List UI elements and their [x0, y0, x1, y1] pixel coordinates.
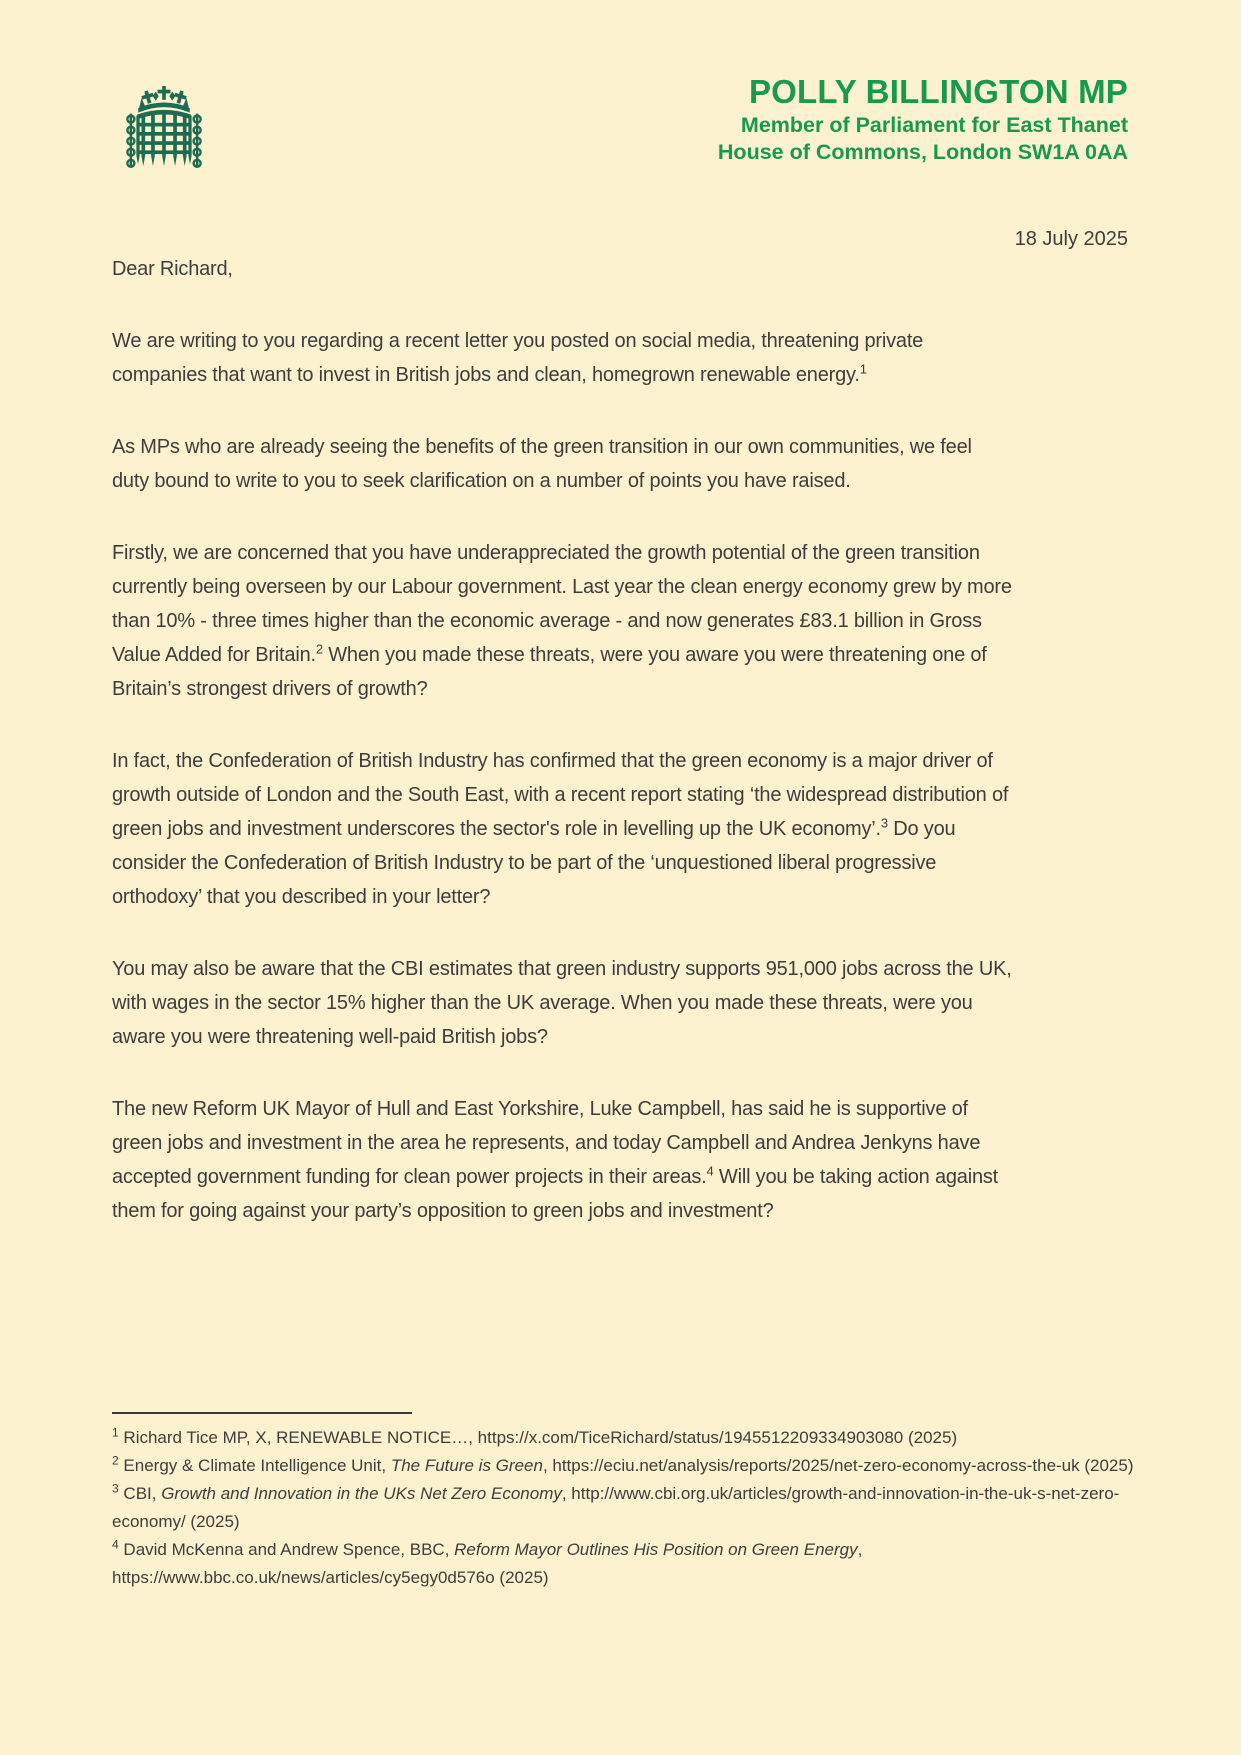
salutation: Dear Richard,	[112, 258, 233, 280]
letter-date: 18 July 2025	[1014, 228, 1128, 250]
paragraph-text: You may also be aware that the CBI estimates that green industry supports 951,000 jobs across the UK, with wages in the sector 15% higher than the UK average. When you made these threats, were you aware you were threatening well-paid British jobs?	[112, 958, 1012, 1048]
paragraph-4	[112, 744, 1012, 914]
footnote-source-title: Growth and Innovation in the UKs Net Zero Economy	[161, 1484, 562, 1503]
letterhead	[718, 72, 1128, 166]
footnote-source-title: Reform Mayor Outlines His Position on Green Energy	[454, 1540, 858, 1559]
footnote-separator	[112, 1412, 412, 1414]
paragraph-text: The new Reform UK Mayor of Hull and East Yorkshire, Luke Campbell, has said he is supportive of green jobs and investment in the area he represents, and today Campbell and Andrea Jenkyns have accepted government funding for clean power projects in their areas.	[112, 1098, 981, 1188]
paragraph-text: As MPs who are already seeing the benefits of the green transition in our own communities, we feel duty bound to write to you to seek clarification on a number of points you have raised.	[112, 436, 972, 492]
paragraph-text: Will you be taking action against them for going against your party’s opposition to green jobs and investment?	[112, 1166, 999, 1222]
paragraph-6	[112, 1092, 1012, 1228]
footnote-ref-2: 2	[315, 641, 323, 657]
footnote-ref-4: 4	[706, 1163, 714, 1179]
mp-name: POLLY BILLINGTON MP	[748, 73, 1128, 110]
footnote-ref-1: 1	[859, 361, 867, 377]
paragraph-1	[112, 324, 1012, 392]
paragraph-5	[112, 952, 1012, 1054]
paragraph-text: Do you consider the Confederation of British Industry to be part of the ‘unquestioned liberal progressive orthodoxy’ that you described in your letter?	[112, 818, 956, 908]
paragraph-text: When you made these threats, were you aware you were threatening one of Britain’s strongest drivers of growth?	[112, 644, 987, 700]
footnotes	[112, 1412, 1152, 1592]
footnote-text: , http://www.cbi.org.uk/articles/growth-and-innovation-in-the-uk-s-net-zero-economy/ (2025)	[112, 1484, 1120, 1531]
footnote-4	[112, 1536, 1152, 1592]
footnote-number: 3	[112, 1481, 119, 1496]
mp-address: House of Commons, London SW1A 0AA	[717, 140, 1128, 164]
footnote-text: , https://eciu.net/analysis/reports/2025/net-zero-economy-across-the-uk (2025)	[542, 1456, 1134, 1475]
footnote-source-title: The Future is Green	[390, 1456, 543, 1475]
footnote-ref-3: 3	[880, 815, 888, 831]
footnote-number: 4	[112, 1537, 119, 1552]
paragraph-3	[112, 536, 1012, 706]
paragraph-text: Firstly, we are concerned that you have underappreciated the growth potential of the green transition currently being overseen by our Labour government. Last year the clean energy economy grew by more than 10% - three times higher than the economic average - and now generates £83.1 billion in Gross Value Added for Britain.	[112, 542, 1012, 666]
letter-body	[112, 252, 1012, 1266]
footnote-1	[112, 1424, 1152, 1452]
footnote-number: 1	[112, 1425, 119, 1440]
footnote-text: , https://www.bbc.co.uk/news/articles/cy5egy0d576o (2025)	[112, 1540, 863, 1587]
footnote-text: David McKenna and Andrew Spence, BBC,	[118, 1540, 455, 1559]
footnote-2	[112, 1452, 1152, 1480]
footnote-3	[112, 1480, 1152, 1536]
mp-role: Member of Parliament for East Thanet	[740, 113, 1128, 137]
paragraph-text: In fact, the Confederation of British Industry has confirmed that the green economy is a major driver of growth outside of London and the South East, with a recent report stating ‘the widespread distribution of green jobs and investment underscores the sector's role in levelling up the UK economy’.	[112, 750, 1009, 840]
footnote-text: Energy & Climate Intelligence Unit,	[118, 1456, 391, 1475]
paragraph-2	[112, 430, 1012, 498]
paragraph-text: We are writing to you regarding a recent letter you posted on social media, threatening private companies that want to invest in British jobs and clean, homegrown renewable energy.	[112, 330, 924, 386]
footnote-text: CBI,	[118, 1484, 162, 1503]
footnote-text: Richard Tice MP, X, RENEWABLE NOTICE…, https://x.com/TiceRichard/status/1945512209334903080 (2025)	[118, 1428, 958, 1447]
footnote-number: 2	[112, 1453, 119, 1468]
house-of-commons-portcullis-icon	[124, 86, 204, 178]
